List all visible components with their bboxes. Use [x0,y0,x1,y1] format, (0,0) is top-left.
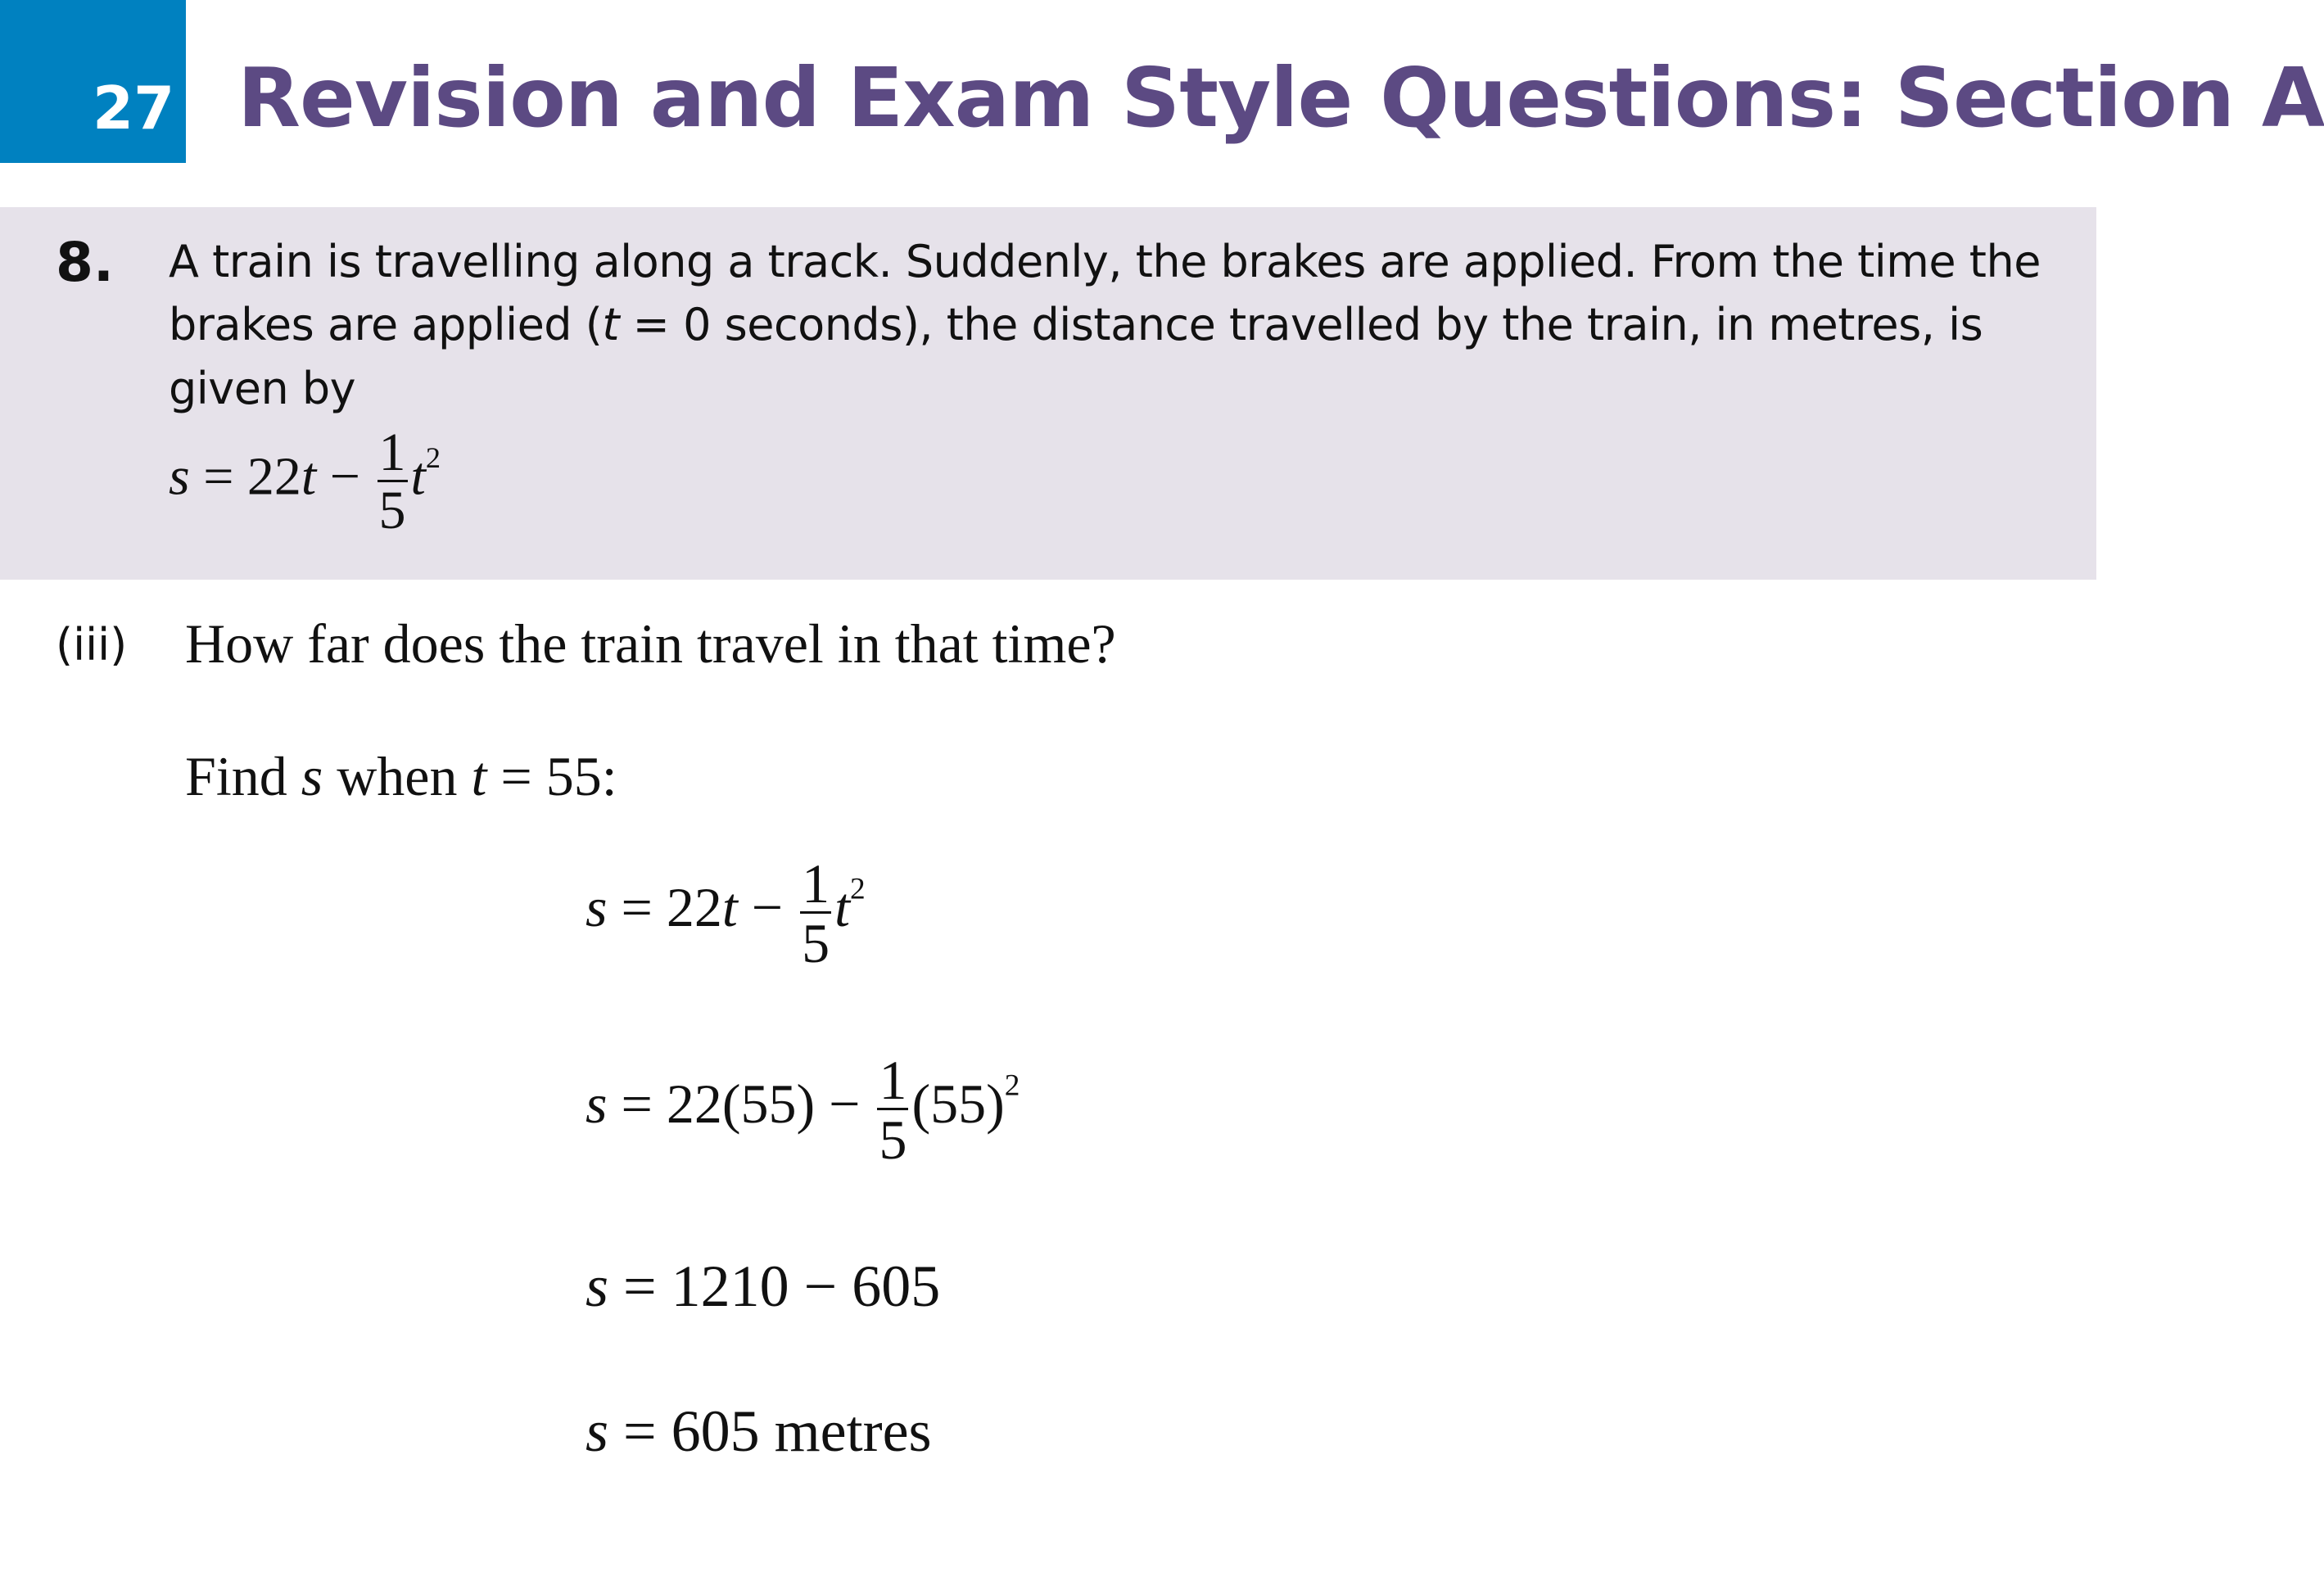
page-title: Revision and Exam Style Questions: Section A [237,50,2324,146]
question-line-1: A train is travelling along a track. Suddenly, the brakes are applied. From the time the [169,236,2041,287]
chapter-number: 27 [93,74,175,142]
question-line-2: brakes are applied (t = 0 seconds), the distance travelled by the train, in metres, is [169,299,1983,350]
working-step-4: s = 605 metres [586,1398,932,1464]
find-instruction: Find s when t = 55: [185,745,617,807]
part-label: (iii) [56,619,128,671]
fraction: $\frac{1}{5}$ [802,852,830,974]
question-number: 8. [56,231,114,294]
fraction: $\frac{1}{5}$ [879,1049,907,1171]
working-step-3: s = 1210 − 605 [586,1254,941,1319]
working-step-1: s = 22t − $\frac{1}{5}$ $t^2$ [586,852,866,974]
question-formula: s = 22t − $\frac{1}{5}$ $t^2$ [169,422,441,540]
working-step-2: s = 22(55) − $\frac{1}{5}$ $(55)^2$ [586,1049,1020,1171]
fraction: $\frac{1}{5}$ [378,422,406,540]
question-line-3: given by [169,363,356,414]
part-prompt: How far does the train travel in that time? [185,612,1116,675]
chapter-badge [0,0,186,163]
